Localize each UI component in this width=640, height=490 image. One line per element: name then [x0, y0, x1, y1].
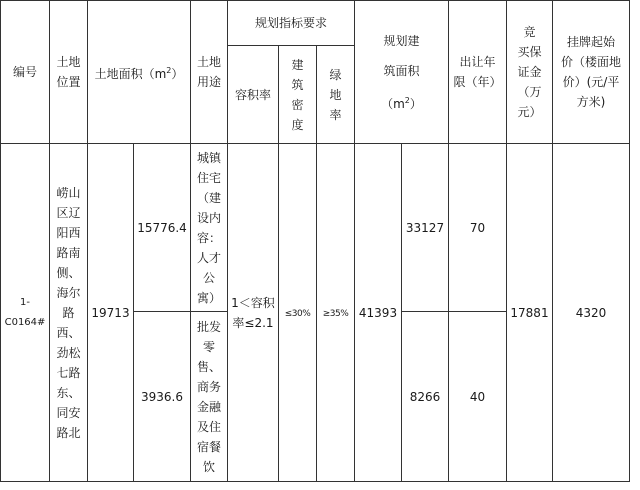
header-code-label: 编号	[12, 65, 37, 79]
use-b-value	[197, 317, 221, 477]
location-line: 阳西	[56, 225, 81, 240]
use-a-line: 设内	[196, 210, 221, 225]
header-density-char: 密	[291, 97, 304, 112]
cell-use-b	[191, 312, 228, 482]
header-price-label	[561, 32, 621, 112]
header-green-char: 率	[329, 107, 342, 122]
header-deposit-line: 竞	[523, 25, 536, 39]
location-line: 路	[62, 305, 75, 320]
cell-location	[50, 144, 88, 482]
use-a-value	[197, 148, 221, 308]
cell-use-a	[191, 144, 228, 312]
header-planning-group	[228, 1, 355, 46]
location-line: 七路	[56, 365, 81, 380]
header-price-line: 挂牌起始	[566, 35, 615, 49]
far-value	[231, 293, 275, 333]
header-deposit-line: 买保	[517, 45, 542, 59]
use-b-line: 商务	[196, 379, 221, 394]
location-line: 西、	[56, 325, 81, 340]
location-line: 崂山	[56, 185, 81, 200]
use-b-line: 售、	[196, 359, 221, 374]
use-a-line: （建	[196, 190, 221, 205]
location-line: 劲松	[56, 345, 81, 360]
use-b-line: 饮	[202, 459, 215, 474]
cell-total-area	[88, 144, 134, 482]
header-building-area-line: 筑面积	[383, 63, 420, 78]
header-area-text: 土地面积（m	[94, 66, 167, 81]
use-a-line: 住宅	[196, 170, 221, 185]
header-density	[279, 46, 317, 144]
location-value	[56, 183, 80, 443]
header-green-char: 绿	[329, 67, 342, 82]
use-b-line: 批发	[196, 319, 221, 334]
density-value: ≤30%	[284, 308, 311, 319]
cell-term-a	[449, 144, 507, 312]
header-price-line: 方米)	[576, 95, 606, 109]
header-green-label	[329, 65, 341, 125]
location-line: 东、	[56, 385, 81, 400]
header-density-char: 建	[291, 57, 304, 72]
header-building-area-sup: 2	[404, 95, 410, 105]
use-a-line: 人才	[196, 250, 221, 265]
header-building-area-close: ）	[409, 96, 422, 111]
building-a-value: 33127	[405, 220, 445, 235]
header-price	[553, 1, 630, 144]
location-line: 路南	[56, 245, 81, 260]
header-area	[88, 1, 191, 144]
term-b-value: 40	[469, 389, 486, 404]
header-term-line: 出让年	[459, 55, 496, 69]
far-line: 1＜容积	[231, 295, 275, 310]
cell-code	[1, 144, 50, 482]
header-building-area-unit: （m	[381, 96, 405, 111]
cell-area-b	[134, 312, 191, 482]
header-deposit-line: 证金	[517, 65, 542, 79]
code-value	[5, 293, 46, 333]
location-line: 路北	[56, 425, 81, 440]
location-line: 区辽	[56, 205, 81, 220]
area-b-value: 3936.6	[141, 389, 183, 404]
header-deposit-line: 元）	[517, 105, 542, 119]
header-building-area-line: 规划建	[383, 33, 420, 48]
location-line: 海尔	[56, 285, 81, 300]
header-use-label	[197, 52, 221, 92]
header-building-area	[355, 1, 449, 144]
header-term	[449, 1, 507, 144]
header-density-label	[291, 55, 303, 135]
header-area-close: ）	[171, 66, 184, 81]
header-location-label	[56, 52, 80, 92]
cell-total-building-area	[355, 144, 402, 482]
cell-far	[228, 144, 279, 482]
location-line: 侧、	[56, 265, 81, 280]
location-line: 同安	[56, 405, 81, 420]
header-deposit-label	[517, 22, 541, 122]
header-green	[317, 46, 355, 144]
code-line: C0164#	[4, 316, 46, 328]
far-line: 率≤2.1	[232, 315, 274, 330]
header-code	[1, 1, 50, 144]
header-area-sup: 2	[166, 65, 172, 75]
cell-green	[317, 144, 355, 482]
header-density-char: 筑	[291, 77, 304, 92]
header-far	[228, 46, 279, 144]
cell-price	[553, 144, 630, 482]
cell-term-b	[449, 312, 507, 482]
use-b-line: 金融	[196, 399, 221, 414]
cell-building-a	[402, 144, 449, 312]
header-location-line: 土地	[56, 55, 81, 69]
cell-density	[279, 144, 317, 482]
header-term-line: 限（年）	[453, 75, 502, 89]
header-density-char: 度	[291, 117, 304, 132]
use-a-line: 公	[202, 270, 215, 285]
cell-area-a	[134, 144, 191, 312]
header-deposit-line: （万	[517, 85, 542, 99]
header-green-char: 地	[329, 87, 342, 102]
price-value: 4320	[575, 305, 607, 320]
header-price-line: 价）(元/平	[562, 75, 620, 89]
use-a-line: 城镇	[196, 150, 221, 165]
use-a-line: 容：	[196, 230, 221, 245]
total-area-value: 19713	[91, 305, 130, 320]
header-location-line: 位置	[56, 75, 81, 89]
use-a-line: 寓）	[196, 290, 221, 305]
area-a-value: 15776.4	[137, 220, 187, 235]
header-use-line: 用途	[196, 75, 221, 89]
header-far-label: 容积率	[234, 87, 271, 102]
header-planning-group-label: 规划指标要求	[254, 16, 327, 30]
building-b-value: 8266	[409, 389, 441, 404]
header-deposit	[507, 1, 553, 144]
deposit-value: 17881	[510, 305, 549, 320]
total-building-area-value: 41393	[358, 305, 398, 320]
header-location	[50, 1, 88, 144]
header-price-line: 价（楼面地	[560, 55, 621, 69]
header-use	[191, 1, 228, 144]
cell-deposit	[507, 144, 553, 482]
header-use-line: 土地	[196, 55, 221, 69]
cell-building-b	[402, 312, 449, 482]
header-term-label	[453, 52, 501, 92]
use-b-line: 及住	[196, 419, 221, 434]
term-a-value: 70	[469, 220, 486, 235]
use-b-line: 宿餐	[196, 439, 221, 454]
code-line: 1-	[20, 296, 30, 308]
header-building-area-label	[381, 31, 422, 114]
use-b-line: 零	[202, 339, 215, 354]
header-area-label	[95, 67, 184, 81]
green-value: ≥35%	[322, 308, 349, 319]
